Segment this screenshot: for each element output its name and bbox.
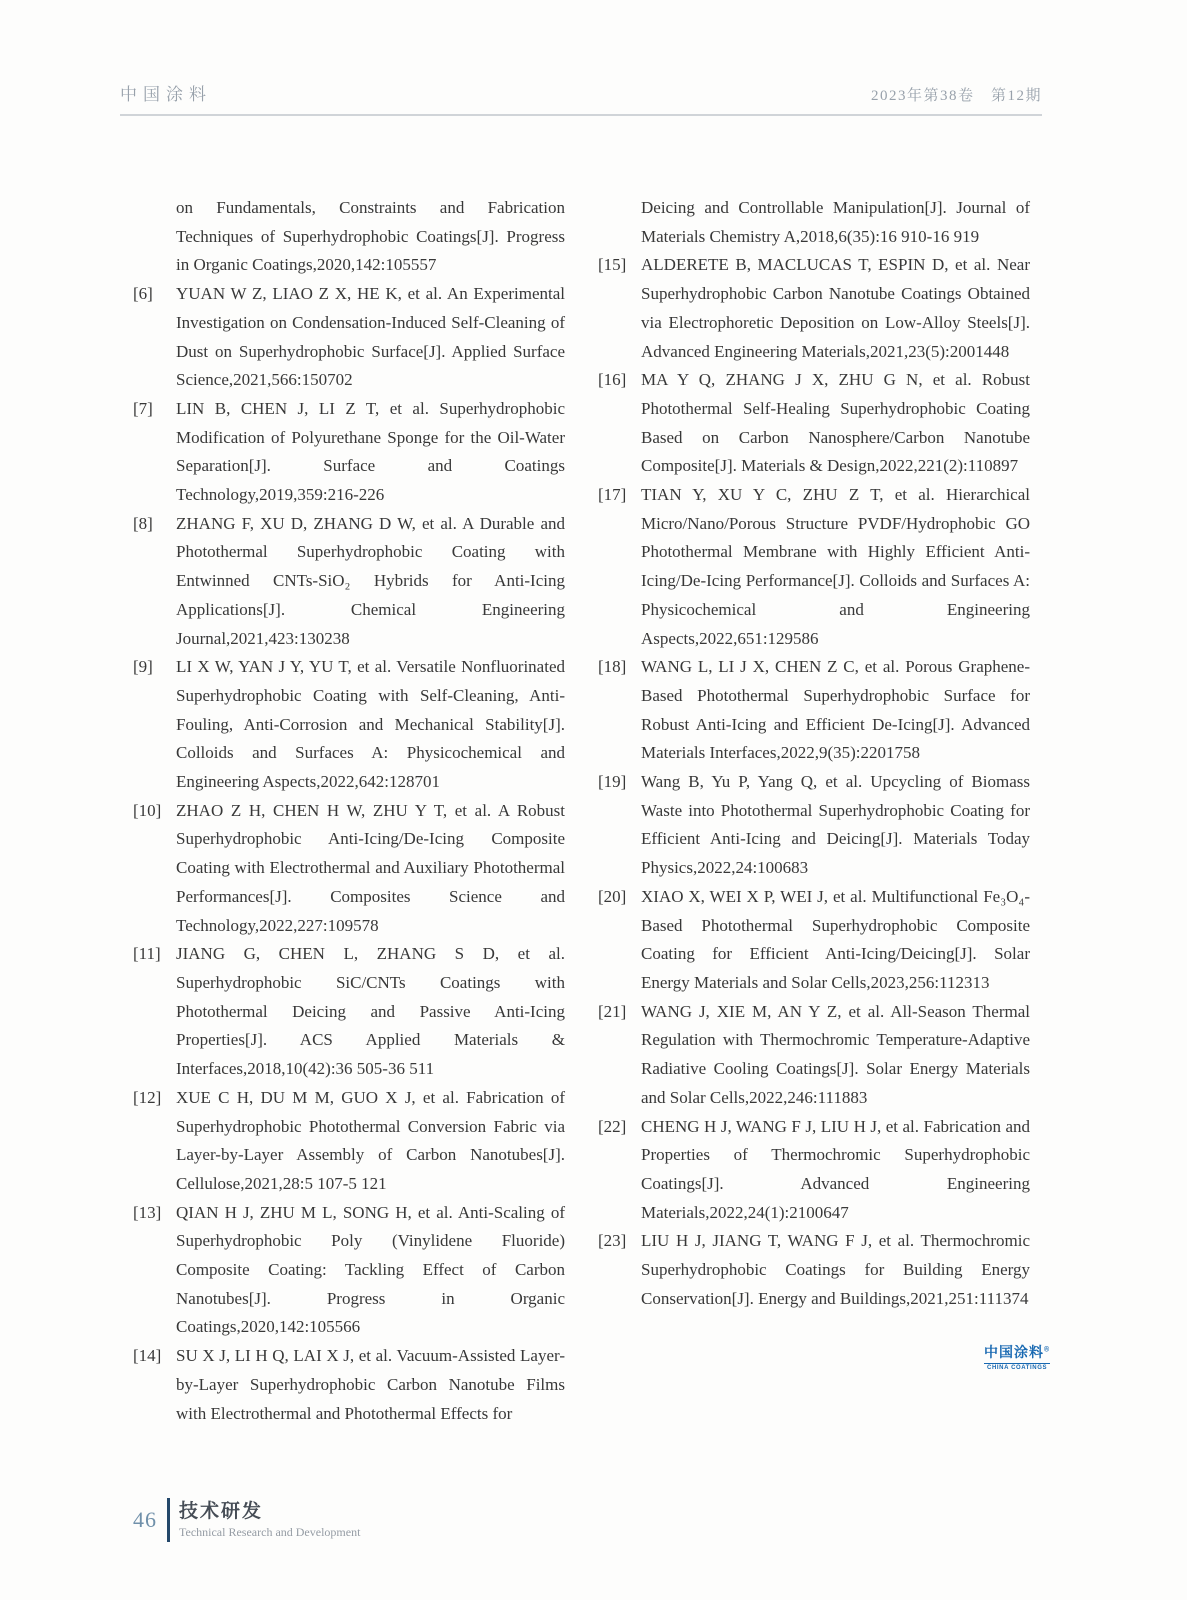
reference-item xyxy=(598,883,1030,998)
reference-text: LIU H J, JIANG T, WANG F J, et al. Thermochromic Superhydrophobic Coatings for Building Energy Conservation[J]. Energy and Buildings,2021,251:111374 xyxy=(641,1231,1030,1308)
reference-item xyxy=(598,194,1030,251)
reference-text: ZHANG F, XU D, ZHANG D W, et al. A Durable and Photothermal Superhydrophobic Coating with Entwinned CNTs-SiO₂ Hybrids for Anti-Icing Applications[J]. Chemical Engineering Journal,2021,423:130238 xyxy=(176,513,565,648)
reference-text: JIANG G, CHEN L, ZHANG S D, et al. Superhydrophobic SiC/CNTs Coatings with Photothermal Deicing and Passive Anti-Icing Properties[J]. ACS Applied Materials & Interfaces,2018,10(42):36 505-36 511 xyxy=(176,944,565,1079)
reference-number: [21] xyxy=(598,1001,627,1021)
reference-text: SU X J, LI H Q, LAI X J, et al. Vacuum-Assisted Layer-by-Layer Superhydrophobic Carbon Nanotube Films with Electrothermal and Photothermal Effects for xyxy=(176,1346,565,1423)
reference-item xyxy=(598,1113,1030,1228)
reference-item xyxy=(133,1342,565,1428)
logo-text-cn: 中国涂料® xyxy=(984,1344,1051,1360)
reference-number: [6] xyxy=(133,284,153,304)
section-title-en: Technical Research and Development xyxy=(179,1525,361,1539)
references-section xyxy=(133,194,1030,1428)
reference-text: XUE C H, DU M M, GUO X J, et al. Fabrication of Superhydrophobic Photothermal Conversion Fabric via Layer-by-Layer Assembly of Carbon Nanotubes[J]. Cellulose,2021,28:5 107-5 121 xyxy=(176,1087,565,1193)
logo-text-en: CHINA COATINGS xyxy=(984,1363,1050,1371)
issue-info: 2023年第38卷 第12期 xyxy=(870,88,1042,104)
reference-item xyxy=(133,797,565,941)
reference-number: [20] xyxy=(598,886,627,906)
reference-item xyxy=(598,768,1030,883)
reference-text: LIN B, CHEN J, LI Z T, et al. Superhydrophobic Modification of Polyurethane Sponge for the Oil-Water Separation[J]. Surface and Coatings Technology,2019,359:216-226 xyxy=(176,398,565,505)
reference-number: [7] xyxy=(133,398,153,418)
references-column-right xyxy=(598,194,1030,1428)
reference-item xyxy=(133,194,565,280)
reference-number: [15] xyxy=(598,255,627,275)
reference-item xyxy=(598,251,1030,366)
reference-item xyxy=(133,940,565,1084)
reference-text: ZHAO Z H, CHEN H W, ZHU Y T, et al. A Robust Superhydrophobic Anti-Icing/De-Icing Composite Coating with Electrothermal and Auxiliary Photothermal Performances[J]. Composites Science and Technology,2022,227:109578 xyxy=(176,800,565,935)
reference-text: TIAN Y, XU Y C, ZHU Z T, et al. Hierarchical Micro/Nano/Porous Structure PVDF/Hydrophobic GO Photothermal Membrane with Highly Efficient Anti-Icing/De-Icing Performance[J]. Colloids and Surfaces A: Physicochemical and Engineering Aspects,2022,651:129586 xyxy=(641,485,1030,648)
reference-text: WANG L, LI J X, CHEN Z C, et al. Porous Graphene-Based Photothermal Superhydrophobic Surface for Robust Anti-Icing and Efficient De-Icing[J]. Advanced Materials Interfaces,2022,9(35):2201758 xyxy=(641,657,1030,763)
reference-item xyxy=(133,395,565,510)
reference-item xyxy=(598,481,1030,653)
reference-item xyxy=(598,1227,1030,1313)
reference-text: CHENG H J, WANG F J, LIU H J, et al. Fabrication and Properties of Thermochromic Superhydrophobic Coatings[J]. Advanced Engineering Materials,2022,24(1):2100647 xyxy=(641,1116,1030,1222)
reference-number: [23] xyxy=(598,1231,627,1251)
reference-item xyxy=(598,998,1030,1113)
reference-text: on Fundamentals, Constraints and Fabrication Techniques of Superhydrophobic Coatings[J]. Progress in Organic Coatings,2020,142:105557 xyxy=(176,198,565,275)
reference-item xyxy=(133,1084,565,1199)
reference-item xyxy=(133,510,565,654)
reference-text: XIAO X, WEI X P, WEI J, et al. Multifunctional Fe₃O₄-Based Photothermal Superhydrophobic Composite Coating for Efficient Anti-Icing/Deicing[J]. Solar Energy Materials and Solar Cells,2023,256:112313 xyxy=(641,886,1030,992)
reference-item xyxy=(133,280,565,395)
page-number: 46 xyxy=(133,1507,157,1532)
section-divider-bar xyxy=(167,1498,170,1542)
reference-number: [8] xyxy=(133,513,153,533)
reference-text: ALDERETE B, MACLUCAS T, ESPIN D, et al. Near Superhydrophobic Carbon Nanotube Coatings Obtained via Electrophoretic Deposition on Low-Alloy Steels[J]. Advanced Engineering Materials,2021,23(5):2001448 xyxy=(641,255,1030,361)
reference-text: WANG J, XIE M, AN Y Z, et al. All-Season Thermal Regulation with Thermochromic Temperature-Adaptive Radiative Cooling Coatings[J]. Solar Energy Materials and Solar Cells,2022,246:111883 xyxy=(641,1001,1030,1107)
reference-text: Wang B, Yu P, Yang Q, et al. Upcycling of Biomass Waste into Photothermal Superhydrophobic Coating for Efficient Anti-Icing and Deicing[J]. Materials Today Physics,2022,24:100683 xyxy=(641,772,1030,878)
reference-text: LI X W, YAN J Y, YU T, et al. Versatile Nonfluorinated Superhydrophobic Coating with Self-Cleaning, Anti-Fouling, Anti-Corrosion and Mechanical Stability[J]. Colloids and Surfaces A: Physicochemical and Engineering Aspects,2022,642:128701 xyxy=(176,657,565,792)
page-footer xyxy=(133,1498,360,1542)
reference-number: [10] xyxy=(133,800,162,820)
reference-number: [16] xyxy=(598,370,627,390)
section-titles xyxy=(179,1500,360,1540)
reference-number: [14] xyxy=(133,1346,162,1366)
reference-text: YUAN W Z, LIAO Z X, HE K, et al. An Experimental Investigation on Condensation-Induced Self-Cleaning of Dust on Superhydrophobic Surface[J]. Applied Surface Science,2021,566:150702 xyxy=(176,284,565,390)
reference-number: [19] xyxy=(598,772,627,792)
logo-registered-mark: ® xyxy=(1044,1346,1051,1354)
reference-number: [13] xyxy=(133,1202,162,1222)
journal-name: 中国涂料 xyxy=(120,85,212,104)
page-header xyxy=(120,80,1042,116)
reference-number: [22] xyxy=(598,1116,627,1136)
reference-number: [17] xyxy=(598,485,627,505)
reference-text: QIAN H J, ZHU M L, SONG H, et al. Anti-Scaling of Superhydrophobic Poly (Vinylidene Fluoride) Composite Coating: Tackling Effect of Carbon Nanotubes[J]. Progress in Organic Coatings,2020,142:105566 xyxy=(176,1202,565,1337)
reference-number: [11] xyxy=(133,944,161,964)
reference-item xyxy=(598,653,1030,768)
reference-number: [9] xyxy=(133,657,153,677)
section-title-cn: 技术研发 xyxy=(179,1501,264,1522)
reference-number: [12] xyxy=(133,1087,162,1107)
reference-item xyxy=(133,653,565,797)
references-column-left xyxy=(133,194,565,1428)
china-coatings-logo xyxy=(984,1342,1050,1371)
reference-item xyxy=(133,1199,565,1343)
reference-text: Deicing and Controllable Manipulation[J]. Journal of Materials Chemistry A,2018,6(35):16 910-16 919 xyxy=(641,198,1030,246)
reference-text: MA Y Q, ZHANG J X, ZHU G N, et al. Robust Photothermal Self-Healing Superhydrophobic Coating Based on Carbon Nanosphere/Carbon Nanotube Composite[J]. Materials & Design,2022,221(2):110897 xyxy=(641,370,1030,476)
reference-item xyxy=(598,366,1030,481)
reference-number: [18] xyxy=(598,657,627,677)
